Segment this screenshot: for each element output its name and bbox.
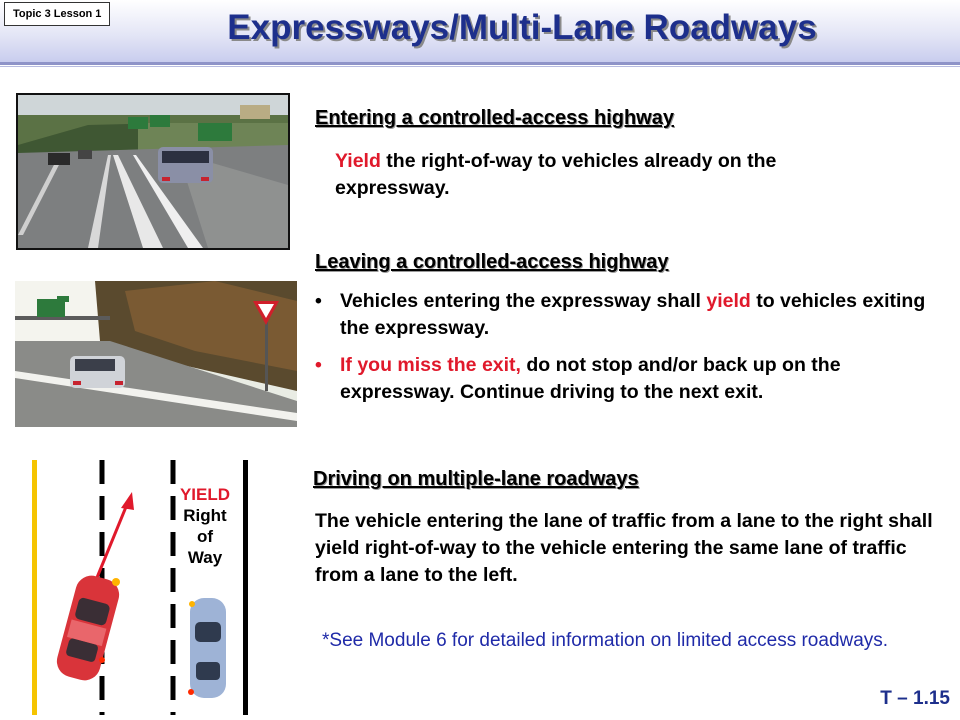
heading-multi-lane: Driving on multiple-lane roadways (313, 468, 639, 490)
heading-leaving: Leaving a controlled-access highway (315, 251, 669, 273)
merge-arrowhead (121, 492, 134, 510)
photo-entering-highway (16, 93, 290, 250)
solid-edge-line (243, 460, 248, 715)
bullet1-part2: to vehicles exiting the expressway. (340, 290, 926, 339)
module-note: *See Module 6 for detailed information on limited access roadways. (322, 630, 889, 651)
blue-car-icon (190, 598, 226, 698)
entering-text-rest: the right-of-way to vehicles already on the expressway. (335, 150, 777, 199)
yield-word: Yield (335, 150, 381, 172)
diagram-label-of: of (196, 527, 214, 546)
slide-number: T – 1.15 (880, 688, 950, 709)
lane-diagram-svg (28, 460, 258, 715)
yellow-edge-line (32, 460, 37, 715)
heading-entering: Entering a controlled-access highway (315, 107, 674, 129)
bullet2-red: If you miss the exit, (340, 354, 521, 376)
bullet1-yield: yield (706, 290, 751, 312)
header-divider-thin (0, 66, 960, 67)
leaving-highway-image (15, 281, 297, 427)
red-car-icon (53, 572, 122, 684)
leaving-bullet-2 (315, 352, 940, 406)
lane-diagram (28, 460, 258, 715)
leaving-bullet-1 (315, 288, 940, 342)
diagram-label-way: Way (187, 548, 223, 567)
slide-title: Expressways/Multi-Lane Roadways (227, 8, 817, 47)
topic-tag: Topic 3 Lesson 1 (4, 2, 110, 26)
bullet1-part1: Vehicles entering the expressway shall (340, 290, 707, 312)
multi-lane-text: The vehicle entering the lane of traffic from a lane to the right shall yield right-of-way to the vehicle entering the same lane of traffic from a lane to the left. (315, 510, 933, 586)
header-divider (0, 62, 960, 65)
entering-highway-image (18, 95, 288, 248)
diagram-label-right: Right (183, 506, 227, 525)
photo-leaving-highway (15, 281, 297, 427)
bullet-dot-red: • (315, 354, 322, 376)
bullet-dot: • (315, 290, 322, 312)
diagram-label-yield: YIELD (179, 485, 231, 504)
entering-text (335, 148, 895, 202)
bullet2-rest: do not stop and/or back up on the expressway. Continue driving to the next exit. (340, 354, 841, 403)
